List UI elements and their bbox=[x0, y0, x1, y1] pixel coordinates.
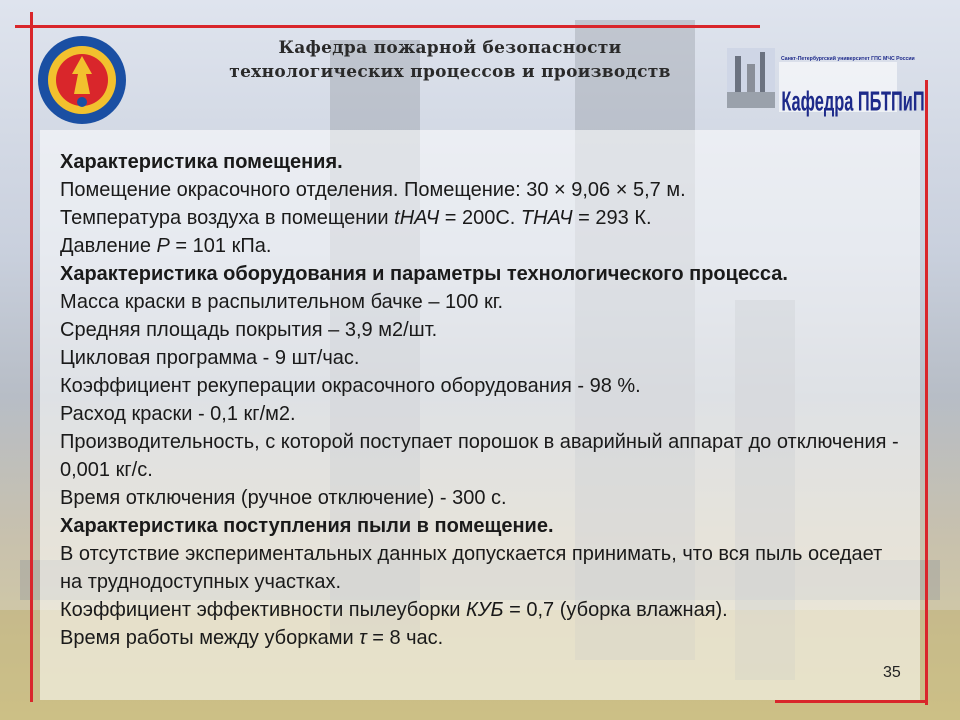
frame-line-top bbox=[15, 25, 760, 28]
department-logo-text bbox=[779, 48, 925, 117]
air-temperature-value: = 200С. bbox=[439, 207, 521, 229]
var-T-start: ТНАЧ bbox=[520, 207, 573, 229]
header-line-1: Кафедра пожарной безопасности bbox=[278, 38, 622, 58]
slide-content bbox=[60, 148, 900, 652]
pressure-label: Давление bbox=[60, 235, 157, 257]
university-emblem-icon bbox=[36, 34, 128, 126]
cycle-program: Цикловая программа - 9 шт/час. bbox=[60, 347, 360, 369]
var-p: Р bbox=[156, 235, 170, 257]
heading-equipment: Характеристика оборудования и параметры технологического процесса. bbox=[60, 263, 788, 285]
logo-big-text: Кафедра ПБТПиП bbox=[781, 86, 925, 117]
cleaning-efficiency-label: Коэффициент эффективности пылеуборки bbox=[60, 599, 466, 621]
recuperation-coefficient: Коэффициент рекуперации окрасочного оборудования - 98 %. bbox=[60, 375, 641, 397]
pressure-value: = 101 кПа. bbox=[169, 235, 272, 257]
paint-mass: Масса краски в распылительном бачке – 100 кг. bbox=[60, 291, 504, 313]
cleaning-interval-label: Время работы между уборками bbox=[60, 627, 360, 649]
frame-line-bottom bbox=[775, 700, 925, 703]
cleaning-interval bbox=[60, 624, 900, 652]
powder-throughput: Производительность, с которой поступает порошок в аварийный аппарат до отключения - 0,001 кг/с. bbox=[60, 431, 899, 481]
cleaning-interval-value: = 8 час. bbox=[366, 627, 444, 649]
pressure bbox=[60, 232, 900, 260]
header-line-2: технологических процессов и производств bbox=[229, 62, 671, 82]
air-temperature-label: Температура воздуха в помещении bbox=[60, 207, 395, 229]
var-tau: τ bbox=[359, 627, 367, 649]
department-logo bbox=[727, 48, 925, 117]
room-dimensions: Помещение окрасочного отделения. Помещение: 30 × 9,06 × 5,7 м. bbox=[60, 179, 686, 201]
shutdown-time: Время отключения (ручное отключение) - 300 с. bbox=[60, 487, 507, 509]
dust-settling: В отсутствие экспериментальных данных допускается принимать, что вся пыль оседает на труднодоступных участках. bbox=[60, 543, 883, 593]
cleaning-efficiency bbox=[60, 596, 900, 624]
var-t-start: tНАЧ bbox=[394, 207, 440, 229]
air-temperature bbox=[60, 204, 900, 232]
heading-dust: Характеристика поступления пыли в помещение. bbox=[60, 515, 554, 537]
paint-consumption: Расход краски - 0,1 кг/м2. bbox=[60, 403, 296, 425]
logo-small-text: Санкт-Петербургский университет ГПС МЧС России bbox=[781, 56, 915, 62]
frame-line-right bbox=[925, 80, 928, 705]
page-number: 35 bbox=[883, 664, 901, 681]
air-temperature-kelvin: = 293 К. bbox=[572, 207, 652, 229]
var-kub: КУБ bbox=[465, 599, 504, 621]
frame-line-left bbox=[30, 12, 33, 702]
cleaning-efficiency-value: = 0,7 (уборка влажная). bbox=[503, 599, 728, 621]
heading-room: Характеристика помещения. bbox=[60, 151, 343, 173]
coverage-area: Средняя площадь покрытия – 3,9 м2/шт. bbox=[60, 319, 438, 341]
refinery-picture-icon bbox=[727, 48, 775, 108]
